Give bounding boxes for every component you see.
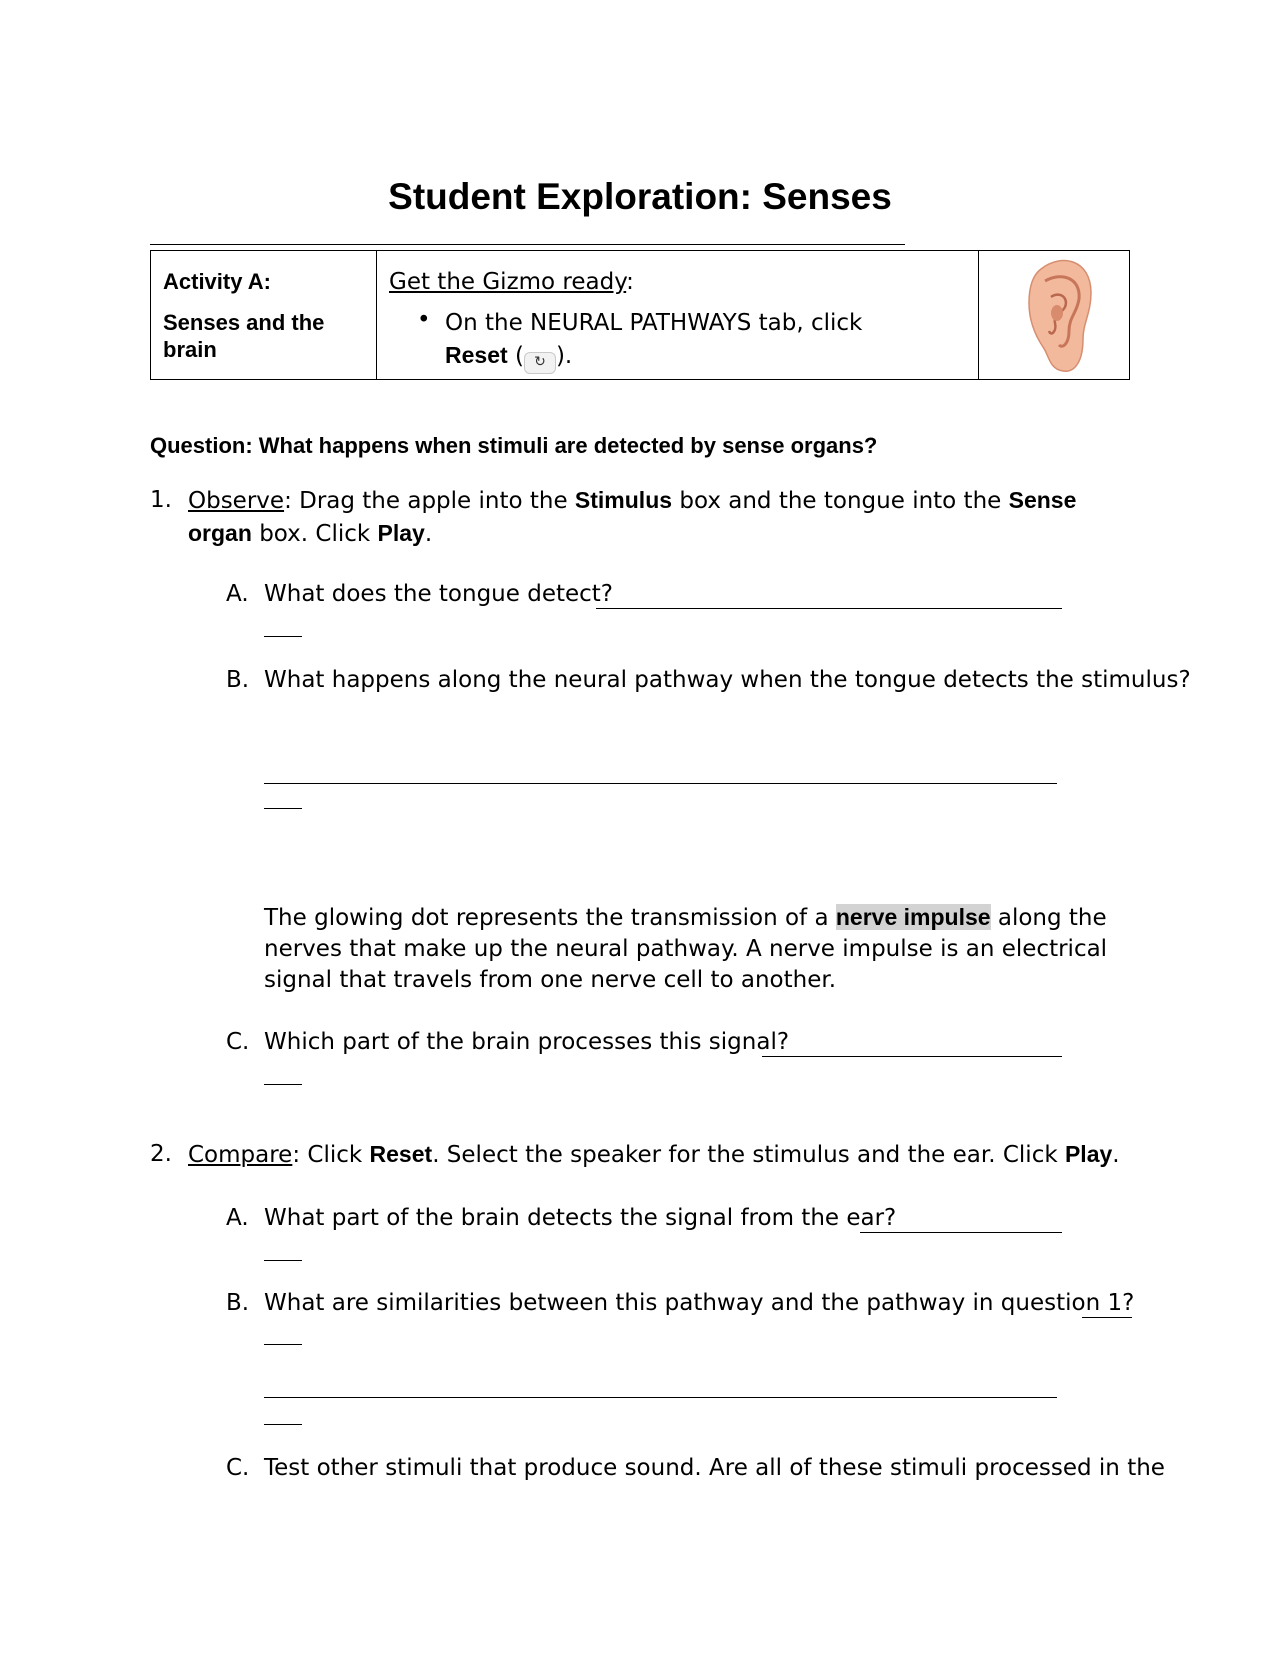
q1c-answer-line[interactable] — [762, 1056, 1062, 1057]
q1-item: 1. Observe: Drag the apple into the Stimulus box and the tongue into the Sense organ box. Click Play. — [150, 484, 1110, 550]
instruction-text: On the NEURAL PATHWAYS tab, click — [445, 310, 863, 336]
q2b-item — [226, 1287, 1135, 1319]
bullet-dot: • — [417, 307, 431, 333]
activity-label-cell — [151, 251, 377, 380]
activity-label: Activity A: — [163, 269, 271, 294]
q2-item: 2. Compare: Click Reset. Select the speaker for the stimulus and the ear. Click Play. — [150, 1138, 1110, 1171]
q1b-item — [226, 664, 1191, 696]
q2b-text: What are similarities between this pathway and the pathway in question 1? — [264, 1290, 1135, 1316]
activity-name: Senses and the brain — [163, 310, 325, 362]
q2a-letter: A. — [226, 1205, 249, 1231]
gizmo-ready-heading: Get the Gizmo ready — [389, 269, 627, 295]
q2-number: 2. — [150, 1141, 172, 1167]
q1b-text: What happens along the neural pathway when the tongue detects the stimulus? — [264, 667, 1191, 693]
q1c-answer-line-tail[interactable] — [264, 1084, 302, 1085]
q1b-answer-line-tail[interactable] — [264, 808, 302, 809]
question-heading: Question: What happens when stimuli are detected by sense organs? — [150, 433, 878, 458]
q1-verb: Observe — [188, 488, 285, 514]
ear-image-cell — [979, 251, 1130, 380]
gizmo-ready-cell: Get the Gizmo ready: • On the NEURAL PATHWAYS tab, click Reset ( ↻ ). — [377, 251, 979, 380]
q2a-answer-line[interactable] — [860, 1232, 1062, 1233]
nerve-impulse-term: nerve impulse — [835, 904, 991, 930]
q1c-text: Which part of the brain processes this signal? — [264, 1029, 790, 1055]
q2c-letter: C. — [226, 1455, 250, 1481]
page-title: Student Exploration: Senses — [388, 176, 892, 217]
instruction-bullet: • On the NEURAL PATHWAYS tab, click Reset ( ↻ ). — [417, 307, 978, 374]
q1a-answer-line-tail[interactable] — [264, 636, 302, 637]
q2b-answer-line-2-tail[interactable] — [264, 1424, 302, 1425]
q2a-text: What part of the brain detects the signal from the ear? — [264, 1205, 897, 1231]
q2b-answer-line-2[interactable] — [264, 1397, 1057, 1398]
q1c-item — [226, 1026, 790, 1058]
q2c-item — [226, 1452, 1165, 1484]
q2c-text: Test other stimuli that produce sound. Are all of these stimuli processed in the — [264, 1455, 1165, 1481]
q2a-answer-line-tail[interactable] — [264, 1260, 302, 1261]
q1a-letter: A. — [226, 581, 249, 607]
q2b-answer-line[interactable] — [1082, 1317, 1132, 1318]
q1a-answer-line[interactable] — [596, 608, 1062, 609]
q1a-item — [226, 578, 614, 610]
q2b-letter: B. — [226, 1290, 250, 1316]
q2-verb: Compare — [188, 1142, 293, 1168]
activity-table — [150, 250, 1130, 380]
q2a-item — [226, 1202, 897, 1234]
reset-label: Reset — [445, 342, 508, 368]
q1b-letter: B. — [226, 667, 250, 693]
title-divider — [150, 244, 905, 245]
q1b-answer-line[interactable] — [264, 783, 1057, 784]
q1a-text: What does the tongue detect? — [264, 581, 614, 607]
reset-icon: ↻ — [524, 352, 556, 374]
q2b-answer-line-tail[interactable] — [264, 1344, 302, 1345]
nerve-impulse-paragraph: The glowing dot represents the transmission of a nerve impulse along the nerves that make up the neural pathway. A nerve impulse is an electrical signal that travels from one nerve cell to another. — [264, 904, 1108, 993]
q1-number: 1. — [150, 487, 172, 513]
q1c-letter: C. — [226, 1029, 250, 1055]
ear-icon — [979, 251, 1129, 379]
